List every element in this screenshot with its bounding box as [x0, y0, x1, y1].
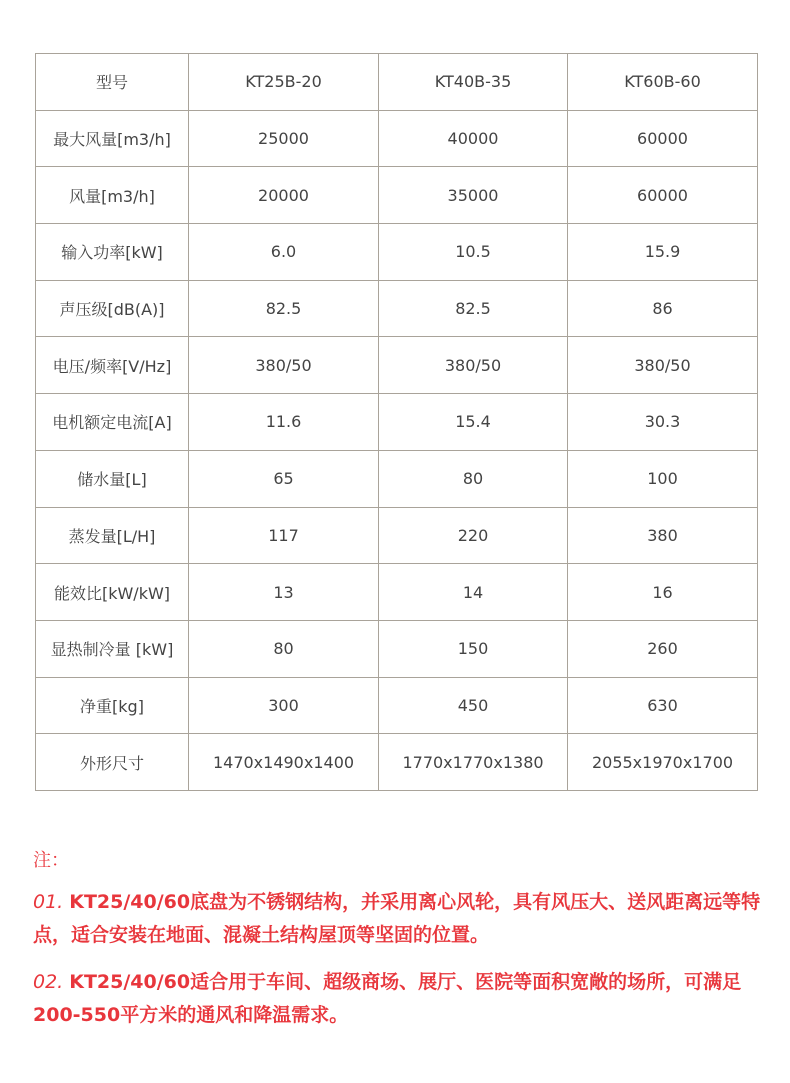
value-cell: 40000	[379, 110, 568, 167]
value-cell: 450	[379, 677, 568, 734]
header-cell: KT25B-20	[189, 54, 379, 111]
table-header-row	[36, 54, 758, 111]
value-cell: 300	[189, 677, 379, 734]
note-item	[33, 966, 773, 1032]
table-row	[36, 734, 758, 791]
value-cell: 150	[379, 620, 568, 677]
table-row	[36, 337, 758, 394]
value-cell: 30.3	[568, 394, 758, 451]
value-cell: 380	[568, 507, 758, 564]
value-cell: 260	[568, 620, 758, 677]
note-text: KT25/40/60适合用于车间、超级商场、展厅、医院等面积宽敞的场所，可满足200-550平方米的通风和降温需求。	[33, 971, 742, 1026]
value-cell: 220	[379, 507, 568, 564]
table-row	[36, 677, 758, 734]
value-cell: 11.6	[189, 394, 379, 451]
value-cell: 100	[568, 450, 758, 507]
value-cell: 380/50	[189, 337, 379, 394]
note-number: 02.	[33, 971, 64, 993]
notes-section	[33, 846, 773, 1046]
row-label-cell: 净重[kg]	[36, 677, 189, 734]
value-cell: 117	[189, 507, 379, 564]
value-cell: 15.4	[379, 394, 568, 451]
table-row	[36, 224, 758, 281]
header-cell: 型号	[36, 54, 189, 111]
note-item	[33, 886, 773, 952]
table-row	[36, 564, 758, 621]
table-row	[36, 110, 758, 167]
row-label-cell: 蒸发量[L/H]	[36, 507, 189, 564]
row-label-cell: 能效比[kW/kW]	[36, 564, 189, 621]
value-cell: 15.9	[568, 224, 758, 281]
row-label-cell: 电机额定电流[A]	[36, 394, 189, 451]
header-cell: KT60B-60	[568, 54, 758, 111]
table-row	[36, 167, 758, 224]
value-cell: 82.5	[379, 280, 568, 337]
header-cell: KT40B-35	[379, 54, 568, 111]
table-row	[36, 450, 758, 507]
value-cell: 380/50	[568, 337, 758, 394]
row-label-cell: 最大风量[m3/h]	[36, 110, 189, 167]
value-cell: 60000	[568, 167, 758, 224]
row-label-cell: 声压级[dB(A)]	[36, 280, 189, 337]
row-label-cell: 储水量[L]	[36, 450, 189, 507]
value-cell: 380/50	[379, 337, 568, 394]
value-cell: 80	[379, 450, 568, 507]
value-cell: 65	[189, 450, 379, 507]
value-cell: 630	[568, 677, 758, 734]
value-cell: 82.5	[189, 280, 379, 337]
row-label-cell: 风量[m3/h]	[36, 167, 189, 224]
value-cell: 16	[568, 564, 758, 621]
value-cell: 60000	[568, 110, 758, 167]
row-label-cell: 电压/频率[V/Hz]	[36, 337, 189, 394]
value-cell: 80	[189, 620, 379, 677]
note-text: KT25/40/60底盘为不锈钢结构，并采用离心风轮，具有风压大、送风距离远等特点，适合安装在地面、混凝土结构屋顶等坚固的位置。	[33, 891, 761, 946]
value-cell: 25000	[189, 110, 379, 167]
value-cell: 86	[568, 280, 758, 337]
row-label-cell: 显热制冷量 [kW]	[36, 620, 189, 677]
note-number: 01.	[33, 891, 64, 913]
value-cell: 1470x1490x1400	[189, 734, 379, 791]
value-cell: 20000	[189, 167, 379, 224]
value-cell: 35000	[379, 167, 568, 224]
spec-table	[35, 53, 758, 791]
value-cell: 1770x1770x1380	[379, 734, 568, 791]
table-row	[36, 507, 758, 564]
row-label-cell: 输入功率[kW]	[36, 224, 189, 281]
table-row	[36, 280, 758, 337]
row-label-cell: 外形尺寸	[36, 734, 189, 791]
value-cell: 14	[379, 564, 568, 621]
value-cell: 13	[189, 564, 379, 621]
value-cell: 2055x1970x1700	[568, 734, 758, 791]
notes-title: 注：	[33, 850, 69, 871]
table-row	[36, 394, 758, 451]
value-cell: 6.0	[189, 224, 379, 281]
value-cell: 10.5	[379, 224, 568, 281]
table-row	[36, 620, 758, 677]
